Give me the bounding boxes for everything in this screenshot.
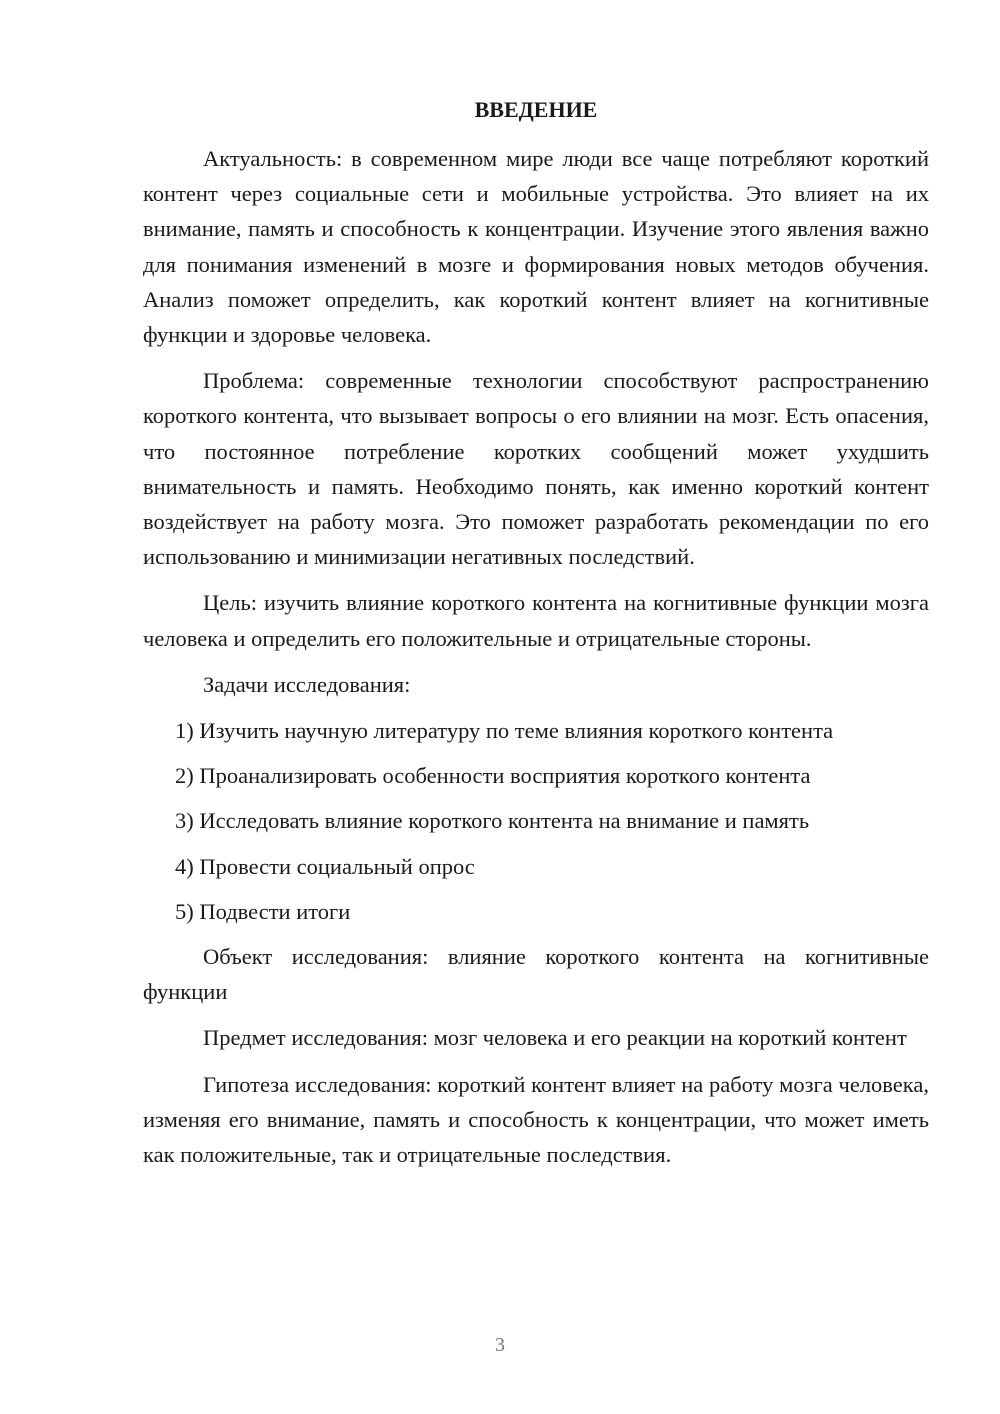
list-item: 1) Изучить научную литературу по теме влияния короткого контента bbox=[175, 718, 834, 744]
problem-paragraph: Проблема: современные технологии способствуют распространению короткого контента, что вызывает вопросы о его влиянии на мозг. Есть опасения, что постоянное потребление коротких сообщений может ухудшить внимательность и память. Необходимо понять, как именно короткий контент воздействует на работу мозга. Это поможет разработать рекомендации по его использованию и минимизации негативных последствий. bbox=[143, 368, 929, 570]
tasks-list bbox=[143, 713, 929, 929]
hypothesis-paragraph: Гипотеза исследования: короткий контент влияет на работу мозга человека, изменяя его внимание, память и способность к концентрации, что может иметь как положительные, так и отрицательные последствия. bbox=[143, 1071, 929, 1168]
list-item: 4) Провести социальный опрос bbox=[175, 853, 475, 879]
list-item: 2) Проанализировать особенности восприятия короткого контента bbox=[175, 763, 811, 789]
tasks-title: Задачи исследования: bbox=[203, 671, 411, 697]
object-paragraph: Объект исследования: влияние короткого контента на когнитивные функции bbox=[143, 944, 929, 1005]
goal-paragraph: Цель: изучить влияние короткого контента на когнитивные функции мозга человека и определить его положительные и отрицательные стороны. bbox=[143, 590, 929, 651]
list-item: 5) Подвести итоги bbox=[175, 898, 351, 924]
relevance-paragraph: Актуальность: в современном мире люди все чаще потребляют короткий контент через социальные сети и мобильные устройства. Это влияет на их внимание, память и способность к концентрации. Изучение этого явления важно для понимания изменений в мозге и формирования новых методов обучения. Анализ поможет определить, как короткий контент влияет на когнитивные функции и здоровье человека. bbox=[143, 146, 929, 348]
document-page bbox=[143, 0, 929, 1414]
document-body bbox=[143, 141, 929, 1183]
subject-paragraph: Предмет исследования: мозг человека и его реакции на короткий контент bbox=[203, 1025, 907, 1051]
list-item: 3) Исследовать влияние короткого контента на внимание и память bbox=[175, 808, 810, 834]
section-heading: ВВЕДЕНИЕ bbox=[474, 97, 598, 122]
page-number: 3 bbox=[495, 1334, 505, 1356]
